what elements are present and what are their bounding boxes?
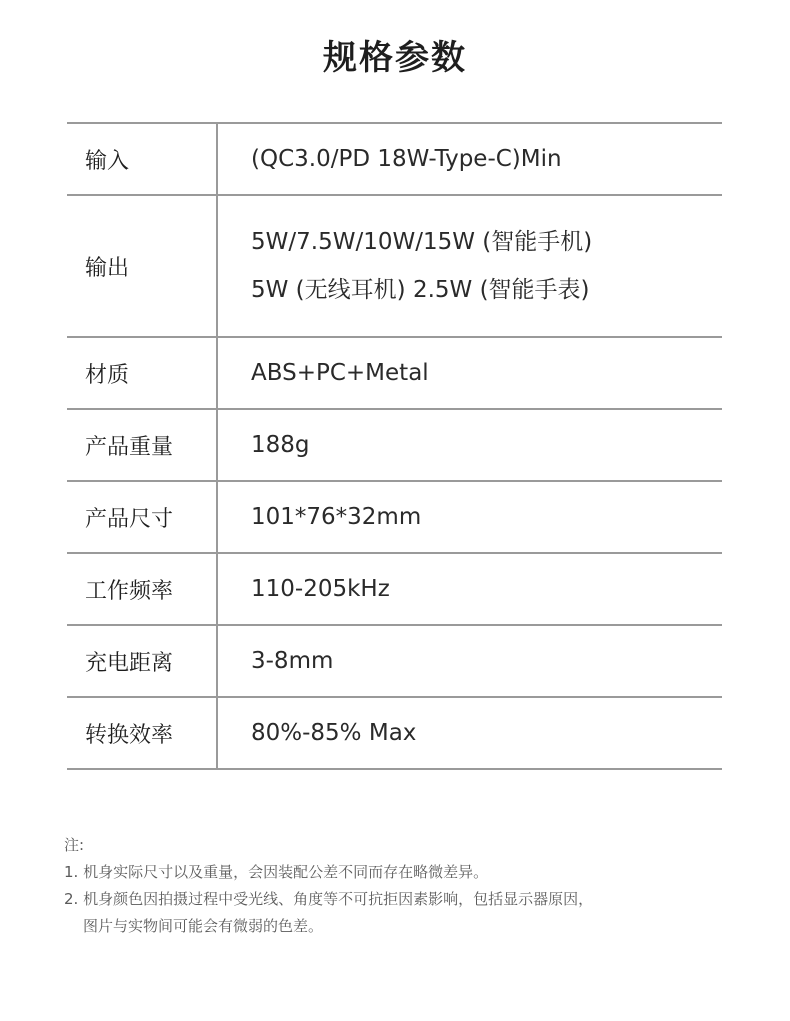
spec-row-efficiency [67, 698, 722, 770]
notes-heading: 注: [64, 836, 85, 854]
spec-row-distance [67, 626, 722, 698]
note-item: 图片与实物间可能会有微弱的色差。 [83, 917, 324, 935]
spec-value [218, 626, 722, 696]
spec-value-line: (QC3.0/PD 18W-Type-C)Min [251, 146, 562, 172]
notes [64, 832, 593, 940]
spec-value [218, 196, 722, 336]
note-item: 2. 机身颜色因拍摄过程中受光线、角度等不可抗拒因素影响，包括显示器原因， [64, 890, 594, 908]
spec-row-output [67, 196, 722, 338]
spec-value [218, 410, 722, 480]
spec-value [218, 338, 722, 408]
spec-value-line: 80%-85% Max [251, 720, 417, 746]
spec-value-line: 5W (无线耳机) 2.5W (智能手表) [251, 277, 590, 303]
spec-value [218, 482, 722, 552]
spec-row-size [67, 482, 722, 554]
spec-label: 输出 [67, 196, 218, 336]
spec-label: 材质 [67, 338, 218, 408]
spec-label: 转换效率 [67, 698, 218, 768]
spec-label: 输入 [67, 124, 218, 194]
spec-row-frequency [67, 554, 722, 626]
spec-value-line: 3-8mm [251, 648, 334, 674]
spec-row-input [67, 124, 722, 196]
spec-table [67, 122, 722, 770]
spec-value [218, 698, 722, 768]
spec-value-line: 101*76*32mm [251, 504, 422, 530]
page-title: 规格参数 [323, 38, 467, 78]
spec-row-weight [67, 410, 722, 482]
spec-value-line: 5W/7.5W/10W/15W (智能手机) [251, 229, 593, 255]
spec-label: 工作频率 [67, 554, 218, 624]
spec-value-line: 188g [251, 432, 310, 458]
spec-label: 产品尺寸 [67, 482, 218, 552]
spec-value [218, 554, 722, 624]
spec-label: 产品重量 [67, 410, 218, 480]
spec-row-material [67, 338, 722, 410]
note-item: 1. 机身实际尺寸以及重量，会因装配公差不同而存在略微差异。 [64, 863, 489, 881]
spec-label: 充电距离 [67, 626, 218, 696]
spec-value [218, 124, 722, 194]
spec-value-line: ABS+PC+Metal [251, 360, 429, 386]
spec-value-line: 110-205kHz [251, 576, 390, 602]
